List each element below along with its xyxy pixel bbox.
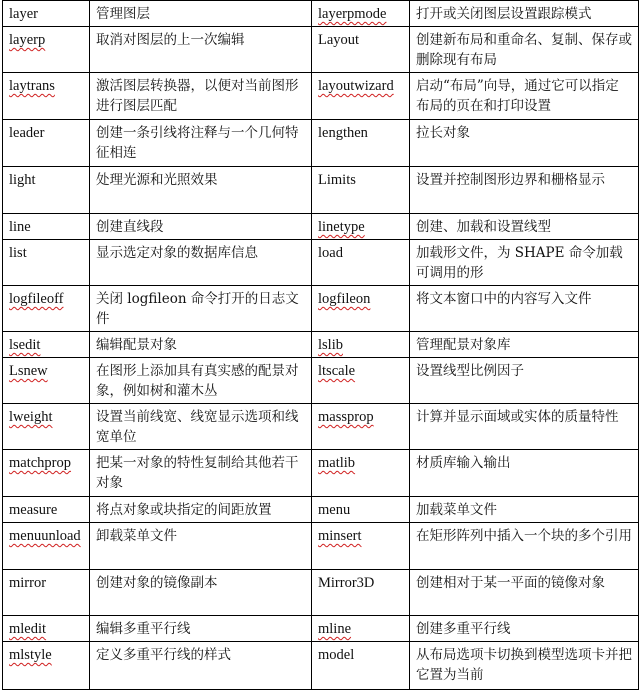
command-name: measure (9, 502, 58, 518)
command-description-cell (90, 450, 312, 497)
command-name: layerpmode (318, 6, 387, 22)
command-name: lengthen (318, 125, 368, 141)
command-description: 编辑多重平行线 (96, 621, 191, 637)
command-description-cell (90, 570, 312, 616)
command-name-cell (312, 332, 410, 358)
command-description: 从布局选项卡切换到模型选项卡并把它置为当前 (416, 647, 632, 683)
command-description-cell (410, 73, 639, 120)
command-name-cell (3, 27, 90, 73)
table-row (3, 240, 639, 286)
command-description-cell (90, 120, 312, 167)
command-description-cell (90, 616, 312, 642)
command-description-cell (90, 286, 312, 332)
command-description: 创建直线段 (96, 219, 164, 235)
command-description: 计算并显示面域或实体的质量特性 (416, 409, 619, 425)
command-description-cell (90, 404, 312, 450)
table-row (3, 167, 639, 214)
command-description-cell (410, 240, 639, 286)
command-description-cell (410, 497, 639, 523)
command-description: 加载形文件，为 SHAPE 命令加载可调用的形 (416, 245, 623, 281)
command-name-cell (3, 120, 90, 167)
command-name: lsedit (9, 337, 41, 353)
command-description: 在矩形阵列中插入一个块的多个引用 (416, 528, 632, 544)
command-name: load (318, 245, 343, 261)
command-name: model (318, 647, 355, 663)
command-name-cell (312, 240, 410, 286)
command-name-cell (312, 73, 410, 120)
command-name: mlstyle (9, 647, 52, 663)
table-row (3, 404, 639, 450)
command-description-cell (410, 286, 639, 332)
command-description: 设置线型比例因子 (416, 363, 524, 379)
command-name: minsert (318, 528, 362, 544)
command-description: 创建多重平行线 (416, 621, 511, 637)
command-table (2, 0, 639, 690)
command-name: matchprop (9, 455, 72, 471)
command-name: Layout (318, 32, 360, 48)
command-description-cell (410, 450, 639, 497)
command-name-cell (3, 240, 90, 286)
command-description: 处理光源和光照效果 (96, 172, 218, 188)
command-name-cell (3, 404, 90, 450)
command-description-cell (410, 120, 639, 167)
command-description: 创建对象的镜像副本 (96, 575, 218, 591)
command-name: ltscale (318, 363, 356, 379)
command-description-cell (90, 642, 312, 690)
command-description-cell (410, 167, 639, 214)
command-description-cell (410, 523, 639, 570)
command-description-cell (90, 214, 312, 240)
command-name: layoutwizard (318, 78, 394, 94)
command-name: logfileon (318, 291, 371, 307)
command-description: 关闭 logfileon 命令打开的日志文件 (96, 291, 299, 327)
command-description-cell (410, 332, 639, 358)
command-description: 管理图层 (96, 6, 150, 22)
command-name: mline (318, 621, 352, 637)
command-name: lweight (9, 409, 53, 425)
command-name-cell (312, 27, 410, 73)
command-description: 激活图层转换器，以便对当前图形进行图层匹配 (96, 78, 299, 114)
command-name-cell (312, 1, 410, 27)
command-name-cell (312, 120, 410, 167)
command-description-cell (410, 642, 639, 690)
command-name-cell (312, 358, 410, 404)
command-name: massprop (318, 409, 374, 425)
command-name: list (9, 245, 27, 261)
command-description: 取消对图层的上一次编辑 (96, 32, 245, 48)
table-row (3, 642, 639, 690)
command-name: light (9, 172, 36, 188)
command-description: 设置并控制图形边界和栅格显示 (416, 172, 605, 188)
command-description: 显示选定对象的数据库信息 (96, 245, 258, 261)
command-description-cell (90, 358, 312, 404)
command-name-cell (3, 497, 90, 523)
command-description: 创建、加载和设置线型 (416, 219, 551, 235)
command-name-cell (3, 570, 90, 616)
command-name-cell (312, 450, 410, 497)
command-name-cell (312, 404, 410, 450)
table-row (3, 332, 639, 358)
command-name: mledit (9, 621, 47, 637)
command-name: mirror (9, 575, 47, 591)
command-name-cell (3, 358, 90, 404)
command-name: lslib (318, 337, 343, 353)
command-description-cell (90, 1, 312, 27)
command-name-cell (312, 616, 410, 642)
command-name-cell (3, 167, 90, 214)
command-name-cell (3, 450, 90, 497)
command-name-cell (312, 497, 410, 523)
command-description: 创建相对于某一平面的镜像对象 (416, 575, 605, 591)
command-description: 管理配景对象库 (416, 337, 511, 353)
command-name-cell (312, 642, 410, 690)
table-row (3, 450, 639, 497)
command-name-cell (3, 642, 90, 690)
command-name-cell (312, 286, 410, 332)
command-name: matlib (318, 455, 356, 471)
command-description-cell (90, 523, 312, 570)
command-description-cell (410, 1, 639, 27)
command-description-cell (410, 358, 639, 404)
command-name: layerp (9, 32, 46, 48)
command-name: layer (9, 6, 38, 22)
command-description-cell (90, 27, 312, 73)
command-name: Lsnew (9, 363, 48, 379)
command-name-cell (312, 570, 410, 616)
command-name-cell (3, 73, 90, 120)
command-description: 创建新布局和重命名、复制、保存或删除现有布局 (416, 32, 632, 68)
command-name: Mirror3D (318, 575, 375, 591)
command-description: 卸载菜单文件 (96, 528, 177, 544)
command-description-cell (90, 497, 312, 523)
command-description-cell (410, 27, 639, 73)
table-row (3, 497, 639, 523)
command-description: 定义多重平行线的样式 (96, 647, 231, 663)
command-name-cell (3, 616, 90, 642)
table-row (3, 358, 639, 404)
command-name-cell (3, 332, 90, 358)
command-name: line (9, 219, 31, 235)
command-description-cell (410, 570, 639, 616)
command-description-cell (410, 214, 639, 240)
command-name: menuunload (9, 528, 81, 544)
command-description-cell (410, 616, 639, 642)
table-row (3, 570, 639, 616)
table-row (3, 120, 639, 167)
command-name: menu (318, 502, 351, 518)
command-description-cell (90, 332, 312, 358)
command-name-cell (3, 1, 90, 27)
command-description: 设置当前线宽、线宽显示选项和线宽单位 (96, 409, 299, 445)
command-name: laytrans (9, 78, 55, 94)
command-description: 打开或关闭图层设置跟踪模式 (416, 6, 592, 22)
command-name-cell (312, 167, 410, 214)
command-name-cell (312, 214, 410, 240)
table-row (3, 616, 639, 642)
command-description: 创建一条引线将注释与一个几何特征相连 (96, 125, 299, 161)
command-description: 编辑配景对象 (96, 337, 177, 353)
command-name: leader (9, 125, 45, 141)
table-row (3, 214, 639, 240)
command-name: logfileoff (9, 291, 64, 307)
command-description: 拉长对象 (416, 125, 470, 141)
command-description-cell (410, 404, 639, 450)
command-description: 将文本窗口中的内容写入文件 (416, 291, 592, 307)
command-description-cell (90, 240, 312, 286)
command-table-body (3, 1, 639, 690)
command-description: 把某一对象的特性复制给其他若干对象 (96, 455, 299, 491)
command-description: 启动“布局”向导，通过它可以指定布局的页在和打印设置 (416, 78, 619, 114)
table-row (3, 1, 639, 27)
command-description-cell (90, 73, 312, 120)
command-name-cell (3, 214, 90, 240)
table-row (3, 27, 639, 73)
command-description: 加载菜单文件 (416, 502, 497, 518)
command-name-cell (312, 523, 410, 570)
command-description-cell (90, 167, 312, 214)
table-row (3, 286, 639, 332)
command-name: Limits (318, 172, 356, 188)
table-row (3, 73, 639, 120)
table-row (3, 523, 639, 570)
command-name-cell (3, 523, 90, 570)
command-name: linetype (318, 219, 365, 235)
command-description: 将点对象或块指定的间距放置 (96, 502, 272, 518)
command-description: 材质库输入输出 (416, 455, 511, 471)
command-name-cell (3, 286, 90, 332)
command-description: 在图形上添加具有真实感的配景对象，例如树和灌木丛 (96, 363, 299, 399)
